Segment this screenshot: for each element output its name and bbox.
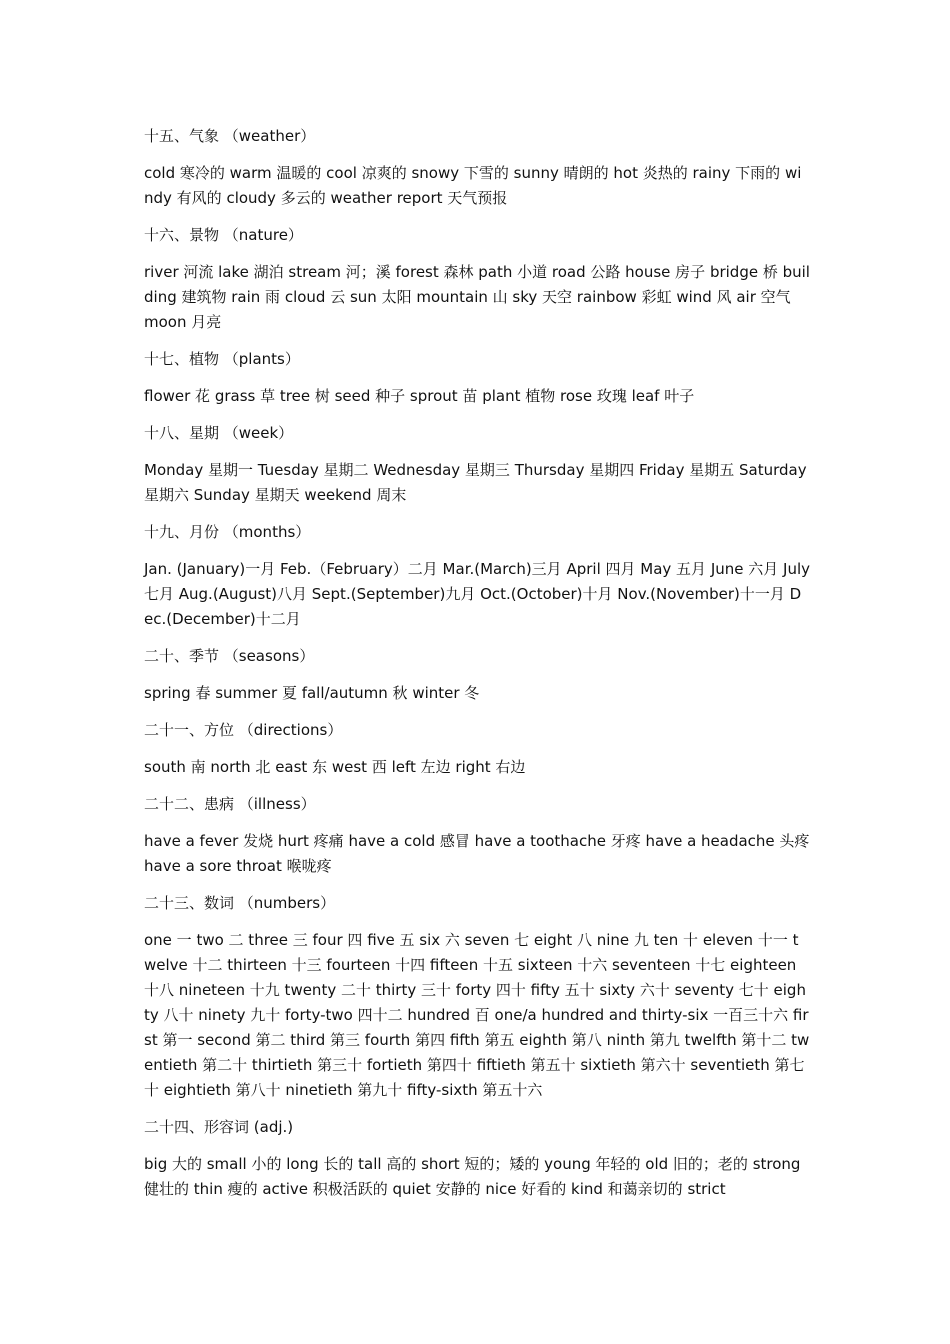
section-body-directions: south 南 north 北 east 东 west 西 left 左边 right 右边 [144, 758, 526, 776]
section-body-nature: river 河流 lake 湖泊 stream 河；溪 forest 森林 path 小道 road 公路 house 房子 bridge 桥 building 建筑物 rain 雨 cloud 云 sun 太阳 mountain 山 sky 天空 rainbow 彩虹 wind 风 air 空气 moon 月亮 [144, 263, 810, 331]
section-heading-seasons: 二十、季节 （seasons） [144, 647, 315, 665]
section-body-week: Monday 星期一 Tuesday 星期二 Wednesday 星期三 Thursday 星期四 Friday 星期五 Saturday 星期六 Sunday 星期天 weekend 周末 [144, 461, 807, 504]
section-body-plants: flower 花 grass 草 tree 树 seed 种子 sprout 苗 plant 植物 rose 玫瑰 leaf 叶子 [144, 387, 695, 405]
section-heading-plants: 十七、植物 （plants） [144, 350, 300, 368]
section-heading-months: 十九、月份 （months） [144, 523, 311, 541]
section-heading-weather: 十五、气象 （weather） [144, 127, 316, 145]
section-heading-week: 十八、星期 （week） [144, 424, 294, 442]
section-heading-directions: 二十一、方位 （directions） [144, 721, 343, 739]
section-heading-illness: 二十二、患病 （illness） [144, 795, 316, 813]
section-heading-numbers: 二十三、数词 （numbers） [144, 894, 336, 912]
section-body-numbers: one 一 two 二 three 三 four 四 five 五 six 六 seven 七 eight 八 nine 九 ten 十 eleven 十一 twelve 十二 thirteen 十三 fourteen 十四 fifteen 十五 sixteen 十六 seventeen 十七 eighteen 十八 nineteen 十九 twenty 二十 thirty 三十 forty 四十 fifty 五十 sixty 六十 seventy 七十 eighty 八十 ninety 九十 forty-two 四十二 hundred 百 one/a hundred and thirty-six 一百三十六 first 第一 second 第二 third 第三 fourth 第四 fifth 第五 eighth 第八 ninth 第九 twelfth 第十二 twentieth 第二十 thirtieth 第三十 fortieth 第四十 fiftieth 第五十 sixtieth 第六十 seventieth 第七十 eightieth 第八十 ninetieth 第九十 fifty-sixth 第五十六 [144, 931, 810, 1099]
section-body-weather: cold 寒冷的 warm 温暖的 cool 凉爽的 snowy 下雪的 sunny 晴朗的 hot 炎热的 rainy 下雨的 windy 有风的 cloudy 多云的 weather report 天气预报 [144, 164, 802, 207]
section-heading-nature: 十六、景物 （nature） [144, 226, 303, 244]
section-body-seasons: spring 春 summer 夏 fall/autumn 秋 winter 冬 [144, 684, 480, 702]
section-body-months: Jan. (January)一月 Feb.（February）二月 Mar.(March)三月 April 四月 May 五月 June 六月 July 七月 Aug.(August)八月 Sept.(September)九月 Oct.(October)十月 Nov.(November)十一月 Dec.(December)十二月 [144, 560, 810, 628]
section-body-illness: have a fever 发烧 hurt 疼痛 have a cold 感冒 have a toothache 牙疼 have a headache 头疼 have a sore throat 喉咙疼 [144, 832, 810, 875]
section-heading-adjectives: 二十四、形容词 (adj.) [144, 1118, 294, 1136]
document-page [144, 124, 810, 1214]
section-body-adjectives: big 大的 small 小的 long 长的 tall 高的 short 短的；矮的 young 年轻的 old 旧的；老的 strong 健壮的 thin 瘦的 active 积极活跃的 quiet 安静的 nice 好看的 kind 和蔼亲切的 strict [144, 1155, 801, 1198]
